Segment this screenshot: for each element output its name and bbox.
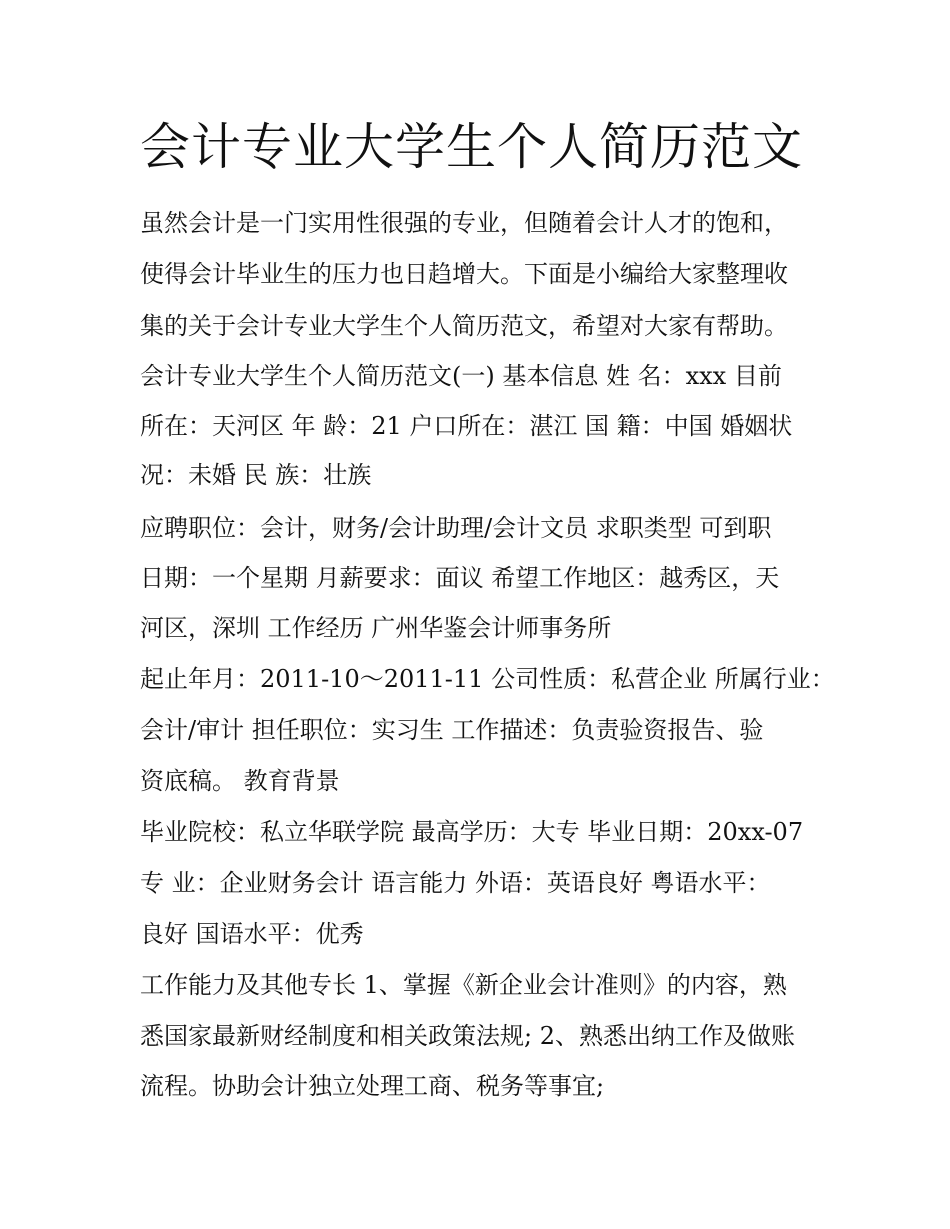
body-line-2: 使得会计毕业生的压力也日趋增大。下面是小编给大家整理收 (140, 260, 788, 288)
body-line-12: 资底稿。 教育背景 (140, 767, 340, 795)
body-line-1: 虽然会计是一门实用性很强的专业，但随着会计人才的饱和， (140, 209, 788, 237)
body-line-13: 毕业院校：私立华联学院 最高学历：大专 毕业日期：20xx-07 (140, 818, 804, 846)
body-line-14: 专 业：企业财务会计 语言能力 外语：英语良好 粤语水平： (140, 869, 771, 897)
body-line-10: 起止年月：2011-10～2011-11 公司性质：私营企业 所属行业： (140, 665, 835, 693)
body-line-17: 悉国家最新财经制度和相关政策法规; 2、熟悉出纳工作及做账 (140, 1022, 795, 1050)
body-line-5: 所在：天河区 年 龄：21 户口所在：湛江 国 籍：中国 婚姻状 (140, 412, 793, 440)
body-line-18: 流程。协助会计独立处理工商、税务等事宜; (140, 1072, 605, 1100)
body-line-7: 应聘职位：会计，财务/会计助理/会计文员 求职类型 可到职 (140, 514, 772, 542)
document-title: 会计专业大学生个人简历范文 (140, 118, 803, 176)
body-line-3: 集的关于会计专业大学生个人简历范文，希望对大家有帮助。 (140, 312, 788, 340)
body-line-11: 会计/审计 担任职位：实习生 工作描述：负责验资报告、验 (140, 716, 764, 744)
body-line-8: 日期：一个星期 月薪要求：面议 希望工作地区：越秀区，天 (140, 564, 780, 592)
body-line-4: 会计专业大学生个人简历范文(一) 基本信息 姓 名：xxx 目前 (140, 362, 782, 390)
body-line-9: 河区，深圳 工作经历 广州华鉴会计师事务所 (140, 614, 612, 642)
body-line-6: 况：未婚 民 族：壮族 (140, 461, 372, 489)
body-line-16: 工作能力及其他专长 1、掌握《新企业会计准则》的内容，熟 (140, 971, 787, 999)
body-line-15: 良好 国语水平：优秀 (140, 920, 364, 948)
